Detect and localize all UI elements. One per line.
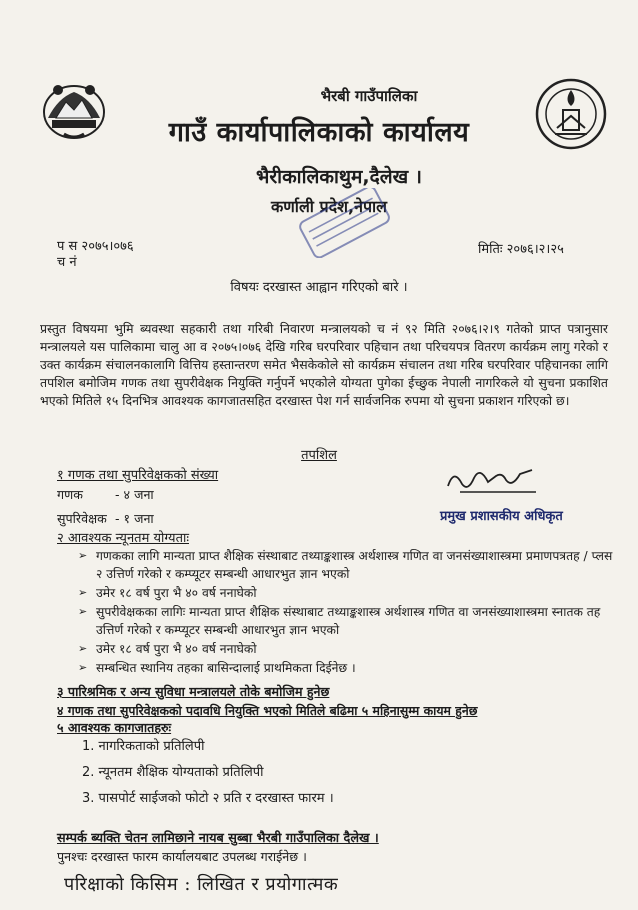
- handwritten-exam-type: परिक्षाको किसिम : लिखित र प्रयोगात्मक: [64, 874, 339, 895]
- list-item: ➢ उमेर १८ वर्ष पुरा भै ४० वर्ष ननाघेको: [78, 642, 257, 656]
- list-item: ➢ सुपरीवेक्षकका लागिः मान्यता प्राप्त शैक्षिक संस्थाबाट तथ्याङ्कशास्त्र अर्थशास्त्र गणित वा जनसंख्याशास्त्रमा स्नातक तह उत्तिर्ण गरेको र कम्प्यूटर सम्बन्धी आधारभुत ज्ञान भएको: [78, 605, 601, 637]
- arrow-bullet-icon: ➢: [78, 661, 88, 674]
- list-item: ➢ उमेर १८ वर्ष पुरा भै ४० वर्ष ननाघेको: [78, 586, 257, 600]
- chalani-number: च नं: [57, 255, 77, 270]
- section-1-title: १ गणक तथा सुपरिवेक्षकको संख्या: [57, 468, 219, 483]
- arrow-bullet-icon: ➢: [78, 586, 88, 599]
- ps-number: प स २०७५।०७६: [57, 239, 134, 254]
- arrow-bullet-icon: ➢: [78, 549, 88, 562]
- office-location: भैरीकालिकाथुम,दैलेख ।: [256, 166, 422, 188]
- list-item: ➢ गणकका लागि मान्यता प्राप्त शैक्षिक संस्थाबाट तथ्याङ्कशास्त्र अर्थशास्त्र गणित वा जनसंख्याशास्त्रमा प्रमाणपत्रतह / प्लस २ उत्तिर्ण गरेको र कम्प्यूटर सम्बन्धी आधारभुत ज्ञान भएको: [78, 549, 613, 581]
- subject-line: विषयः दरखास्त आह्वान गरिएको बारे ।: [230, 280, 408, 295]
- signature-icon: [440, 458, 550, 498]
- count-row: [57, 486, 357, 504]
- notice-date: मितिः २०७६।२।२५: [478, 242, 564, 257]
- section-2-title: २ आवश्यक न्यूनतम योग्यताः: [57, 531, 189, 546]
- documents-list: [82, 736, 334, 814]
- section-3: ३ पारिश्रमिक र अन्य सुविधा मन्त्रालयले तोके बमोजिम हुनेछ: [57, 684, 330, 699]
- office-title: गाउँ कार्यापालिकाको कार्यालय: [168, 117, 470, 148]
- office-stamp-icon: [295, 188, 395, 258]
- list-item: 2. न्यूनतम शैक्षिक योग्यताको प्रतिलिपी: [82, 765, 264, 780]
- list-item: ➢ सम्बन्धित स्थानिय तहका बासिन्दालाई प्राथमिकता दिईनेछ ।: [78, 661, 356, 675]
- section-5-title: ५ आवश्यक कागजातहरुः: [57, 720, 172, 735]
- section-4: ४ गणक तथा सुपरिवेक्षकको पदावधि नियुक्ति भएको मितिले बढिमा ५ महिनासुम्म कायम हुनेछ: [57, 703, 478, 718]
- org-name: भैरबी गाउँपालिका: [320, 87, 418, 105]
- count-label: सुपरिवेक्षक: [57, 511, 107, 526]
- contact-person: सम्पर्क ब्यक्ति चेतन लामिछाने नायब सुब्बा भैरबी गाउँपालिका दैलेख ।: [57, 831, 379, 846]
- postscript-note: पुनश्चः दरखास्त फारम कार्यालयबाट उपलब्ध गराईनेछ ।: [57, 849, 307, 864]
- list-item: 3. पासपोर्ट साईजको फोटो २ प्रति र दरखास्त फारम ।: [82, 791, 334, 806]
- arrow-bullet-icon: ➢: [78, 605, 88, 618]
- qualification-list: [78, 547, 618, 678]
- province-line: कर्णाली प्रदेश,नेपाल: [270, 197, 388, 216]
- count-row: [57, 510, 357, 528]
- list-item: 1. नागरिकताको प्रतिलिपी: [82, 739, 205, 754]
- tapsil-heading: तपशिल: [301, 448, 337, 463]
- body-paragraph: प्रस्तुत विषयमा भुमि ब्यवस्था सहकारी तथा गरिबी निवारण मन्त्रालयको च नं ९२ मिति २०७६।२।९ गतेको प्राप्त पत्रानुसार मन्त्रालयले यस पालिकामा चालु आ व २०७५।०७६ देखि गरिब घरपरिवार पहिचान तथा परिचयपत्र वितरण कार्यक्रम लागु गरेको र उक्त कार्यक्रम संचालनकालागि वित्तिय हस्तान्तरण समेत भैसकेकोले सो कार्यक्रम संचालन तथा गरिब घरपरिवार पहिचानका लागि तपशिल बमोजिम गणक तथा सुपरीवेक्षक नियुक्ति गर्नुपर्ने भएकोले योग्यता पुगेका ईच्छुक नेपाली नागरिकले यो सुचना प्रकाशित भएको मितिले १५ दिनभित्र आवश्यक कागजातसहित दरखास्त पेश गर्न सार्वजनिक रुपमा यो सुचना प्रकाशन गरिएको छ।: [40, 321, 608, 408]
- arrow-bullet-icon: ➢: [78, 642, 88, 655]
- officer-designation: प्रमुख प्रशासकीय अधिकृत: [440, 509, 563, 524]
- count-label: गणक: [57, 487, 83, 502]
- count-value: - १ जना: [115, 511, 154, 526]
- count-value: - ४ जना: [115, 487, 154, 502]
